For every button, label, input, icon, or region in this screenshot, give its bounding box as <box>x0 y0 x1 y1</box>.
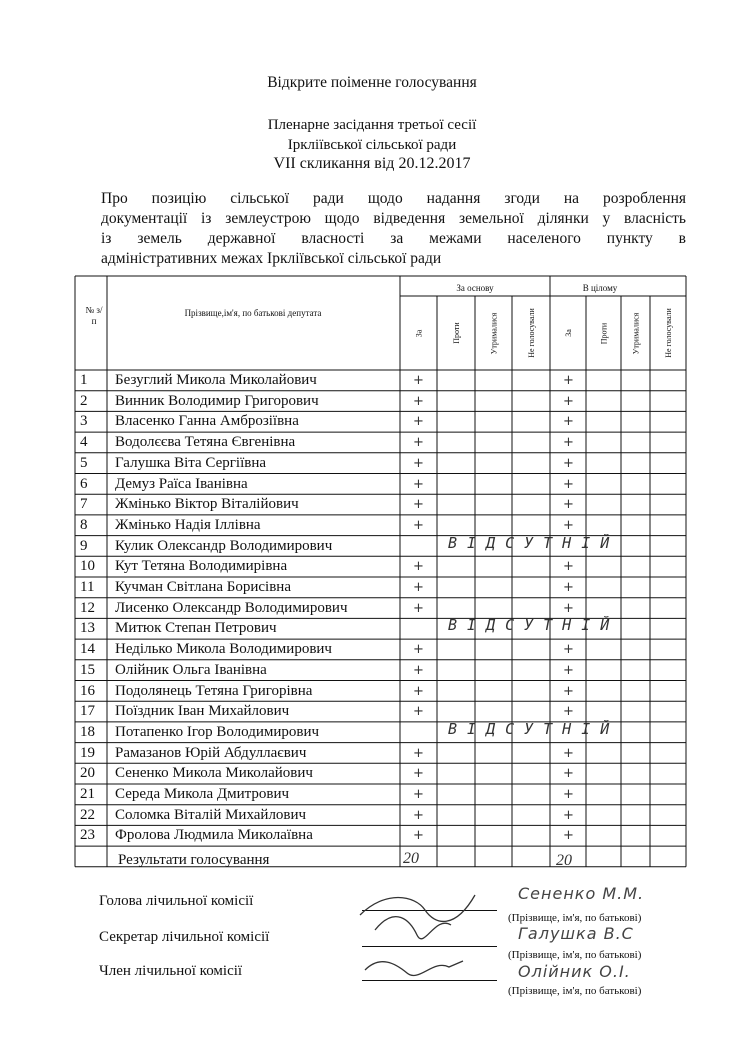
vote-mark-basis-for: + <box>413 373 424 388</box>
row-number: 13 <box>80 620 95 637</box>
deputy-name: Сененко Микола Миколайович <box>115 765 313 782</box>
deputy-name: Винник Володимир Григорович <box>115 392 319 409</box>
absent-mark: ВІДСУТНІЙ <box>448 719 620 738</box>
vote-mark-basis-for: + <box>413 704 424 720</box>
deputy-name: Кулик Олександр Володимирович <box>115 537 333 554</box>
vote-mark-whole-for: + <box>563 745 574 761</box>
deputy-name: Жмінько Надія Іллівна <box>115 516 261 533</box>
vote-mark-whole-for: + <box>563 766 574 782</box>
deputy-name: Водолєєва Тетяна Євгенівна <box>115 434 296 451</box>
deputy-name: Кучман Світлана Борисівна <box>115 579 291 595</box>
signature-caption: (Прізвище, ім'я, по батькові) <box>508 949 642 961</box>
vote-mark-basis-for: + <box>413 517 424 533</box>
row-number: 2 <box>80 392 88 409</box>
vote-mark-whole-for: + <box>563 559 574 575</box>
vote-mark-whole-for: + <box>563 683 574 699</box>
session-line-3: VII скликання від 20.12.2017 <box>273 155 471 172</box>
vote-mark-whole-for: + <box>563 476 574 492</box>
vote-mark-basis-for: + <box>413 787 424 802</box>
signature-caption: (Прізвище, ім'я, по батькові) <box>508 912 642 924</box>
vote-mark-basis-for: + <box>413 580 424 595</box>
row-number: 9 <box>80 537 88 554</box>
group-header-whole: В цілому <box>582 283 618 293</box>
row-number: 5 <box>80 454 88 471</box>
column-header-name: Прізвище,ім'я, по батькові депутата <box>184 308 322 318</box>
deputy-name: Соломка Віталій Михайлович <box>115 806 307 823</box>
deputy-name: Рамазанов Юрій Абдуллаєвич <box>115 744 307 761</box>
column-header-subvote: Утрималися <box>631 312 640 354</box>
column-header-subvote: Проти <box>599 322 608 344</box>
deputy-name: Середа Микола Дмитрович <box>115 786 290 802</box>
signature-name-chair: Сененко М.М. <box>518 884 645 903</box>
deputy-name: Поїздник Іван Михайлович <box>115 703 290 720</box>
deputy-name: Фролова Людмила Миколаївна <box>115 827 313 844</box>
vote-mark-basis-for: + <box>413 745 424 761</box>
column-header-subvote: Проти <box>451 322 461 344</box>
deputy-name: Неділько Микола Володимирович <box>115 641 332 658</box>
deputy-name: Митюк Степан Петрович <box>115 620 277 637</box>
agenda-line: Про позицію сільської ради щодо надання згоди на розроблення <box>101 190 686 207</box>
row-number: 10 <box>80 558 95 575</box>
vote-mark-whole-for: + <box>563 373 574 388</box>
row-number: 7 <box>80 496 88 513</box>
vote-mark-whole-for: + <box>563 704 574 720</box>
vote-mark-basis-for: + <box>413 476 424 492</box>
agenda-line: адміністративних межах Ірклiївської сільської ради <box>101 250 442 267</box>
vote-mark-whole-for: + <box>563 414 574 430</box>
signature-scribble <box>355 875 505 985</box>
agenda-line: із земель державної власності за межами населеного пункту в <box>101 230 686 247</box>
deputy-name: Власенко Ганна Амброзіївна <box>115 413 299 430</box>
vote-mark-whole-for: + <box>563 435 574 451</box>
row-number: 11 <box>80 579 95 595</box>
vote-mark-basis-for: + <box>413 642 424 658</box>
vote-mark-basis-for: + <box>413 683 424 699</box>
row-number: 1 <box>80 372 88 388</box>
deputy-name: Демуз Раїса Іванівна <box>115 475 248 492</box>
vote-mark-whole-for: + <box>563 787 574 802</box>
signature-role-chair: Голова лічильної комісії <box>99 893 254 909</box>
deputy-name: Жмінько Віктор Віталійович <box>115 496 299 513</box>
results-basis-for: 20 <box>403 850 419 867</box>
deputy-name: Кут Тетяна Володимирівна <box>115 558 288 575</box>
row-number: 6 <box>80 475 88 492</box>
column-header-subvote: За <box>414 329 423 337</box>
document-title: Відкрите поіменне голосування <box>267 74 477 91</box>
signature-name-member: Олійник О.І. <box>518 962 631 981</box>
vote-mark-whole-for: + <box>563 497 574 513</box>
deputy-name: Галушка Віта Сергіївна <box>115 454 267 471</box>
vote-mark-whole-for: + <box>563 662 574 678</box>
row-number: 15 <box>80 661 95 678</box>
deputy-name: Лисенко Олександр Володимирович <box>115 599 348 616</box>
vote-mark-whole-for: + <box>563 580 574 595</box>
column-header-subvote: Утрималися <box>489 312 498 354</box>
column-header-subvote: За <box>563 329 573 337</box>
deputy-name: Потапенко Ігор Володимирович <box>115 723 320 740</box>
vote-mark-basis-for: + <box>413 600 424 616</box>
row-number: 3 <box>80 413 88 430</box>
vote-mark-basis-for: + <box>413 807 424 823</box>
results-whole-for: 20 <box>556 852 572 869</box>
deputy-name: Подолянець Тетяна Григорівна <box>115 682 313 699</box>
row-number: 8 <box>80 516 88 533</box>
vote-mark-basis-for: + <box>413 414 424 430</box>
column-header-number: № з/п <box>85 305 103 326</box>
column-header-subvote: Не голосували <box>526 308 536 358</box>
row-number: 20 <box>80 765 95 782</box>
vote-mark-whole-for: + <box>563 455 574 471</box>
absent-mark: ВІДСУТНІЙ <box>448 533 620 552</box>
row-number: 19 <box>80 744 95 761</box>
row-number: 14 <box>80 641 95 658</box>
vote-mark-whole-for: + <box>563 642 574 658</box>
vote-mark-whole-for: + <box>563 393 574 409</box>
vote-mark-whole-for: + <box>563 517 574 533</box>
row-number: 12 <box>80 599 95 616</box>
row-number: 17 <box>80 703 95 720</box>
vote-mark-basis-for: + <box>413 497 424 513</box>
row-number: 4 <box>80 434 88 451</box>
row-number: 22 <box>80 806 95 823</box>
vote-mark-basis-for: + <box>413 435 424 451</box>
vote-mark-whole-for: + <box>563 600 574 616</box>
vote-mark-basis-for: + <box>413 766 424 782</box>
deputy-name: Олійник Ольга Іванівна <box>115 661 267 678</box>
vote-mark-whole-for: + <box>563 828 574 844</box>
signature-caption: (Прізвище, ім'я, по батькові) <box>508 985 642 997</box>
row-number: 21 <box>80 786 95 802</box>
vote-mark-basis-for: + <box>413 662 424 678</box>
group-header-basis: За основу <box>456 283 494 293</box>
vote-mark-whole-for: + <box>563 807 574 823</box>
vote-mark-basis-for: + <box>413 455 424 471</box>
signature-role-secretary: Секретар лічильної комісії <box>99 929 270 945</box>
column-header-subvote: Не голосували <box>663 308 673 358</box>
vote-mark-basis-for: + <box>413 828 424 844</box>
agenda-line: документації із землеустрою щодо відведення земельної ділянки у власність <box>101 210 686 227</box>
signature-role-member: Член лічильної комісії <box>99 963 243 979</box>
row-number: 16 <box>80 682 95 699</box>
vote-mark-basis-for: + <box>413 393 424 409</box>
session-line-2: Ірклiївської сільської ради <box>287 137 457 153</box>
results-label: Результати голосування <box>118 852 270 868</box>
deputy-name: Безуглий Микола Миколайович <box>115 372 317 388</box>
absent-mark: ВІДСУТНІЙ <box>448 616 620 635</box>
row-number: 18 <box>80 723 95 740</box>
signature-name-secretary: Галушка В.С <box>518 924 634 943</box>
session-line-1: Пленарне засідання третьої сесії <box>267 117 477 133</box>
vote-mark-basis-for: + <box>413 559 424 575</box>
row-number: 23 <box>80 827 95 844</box>
